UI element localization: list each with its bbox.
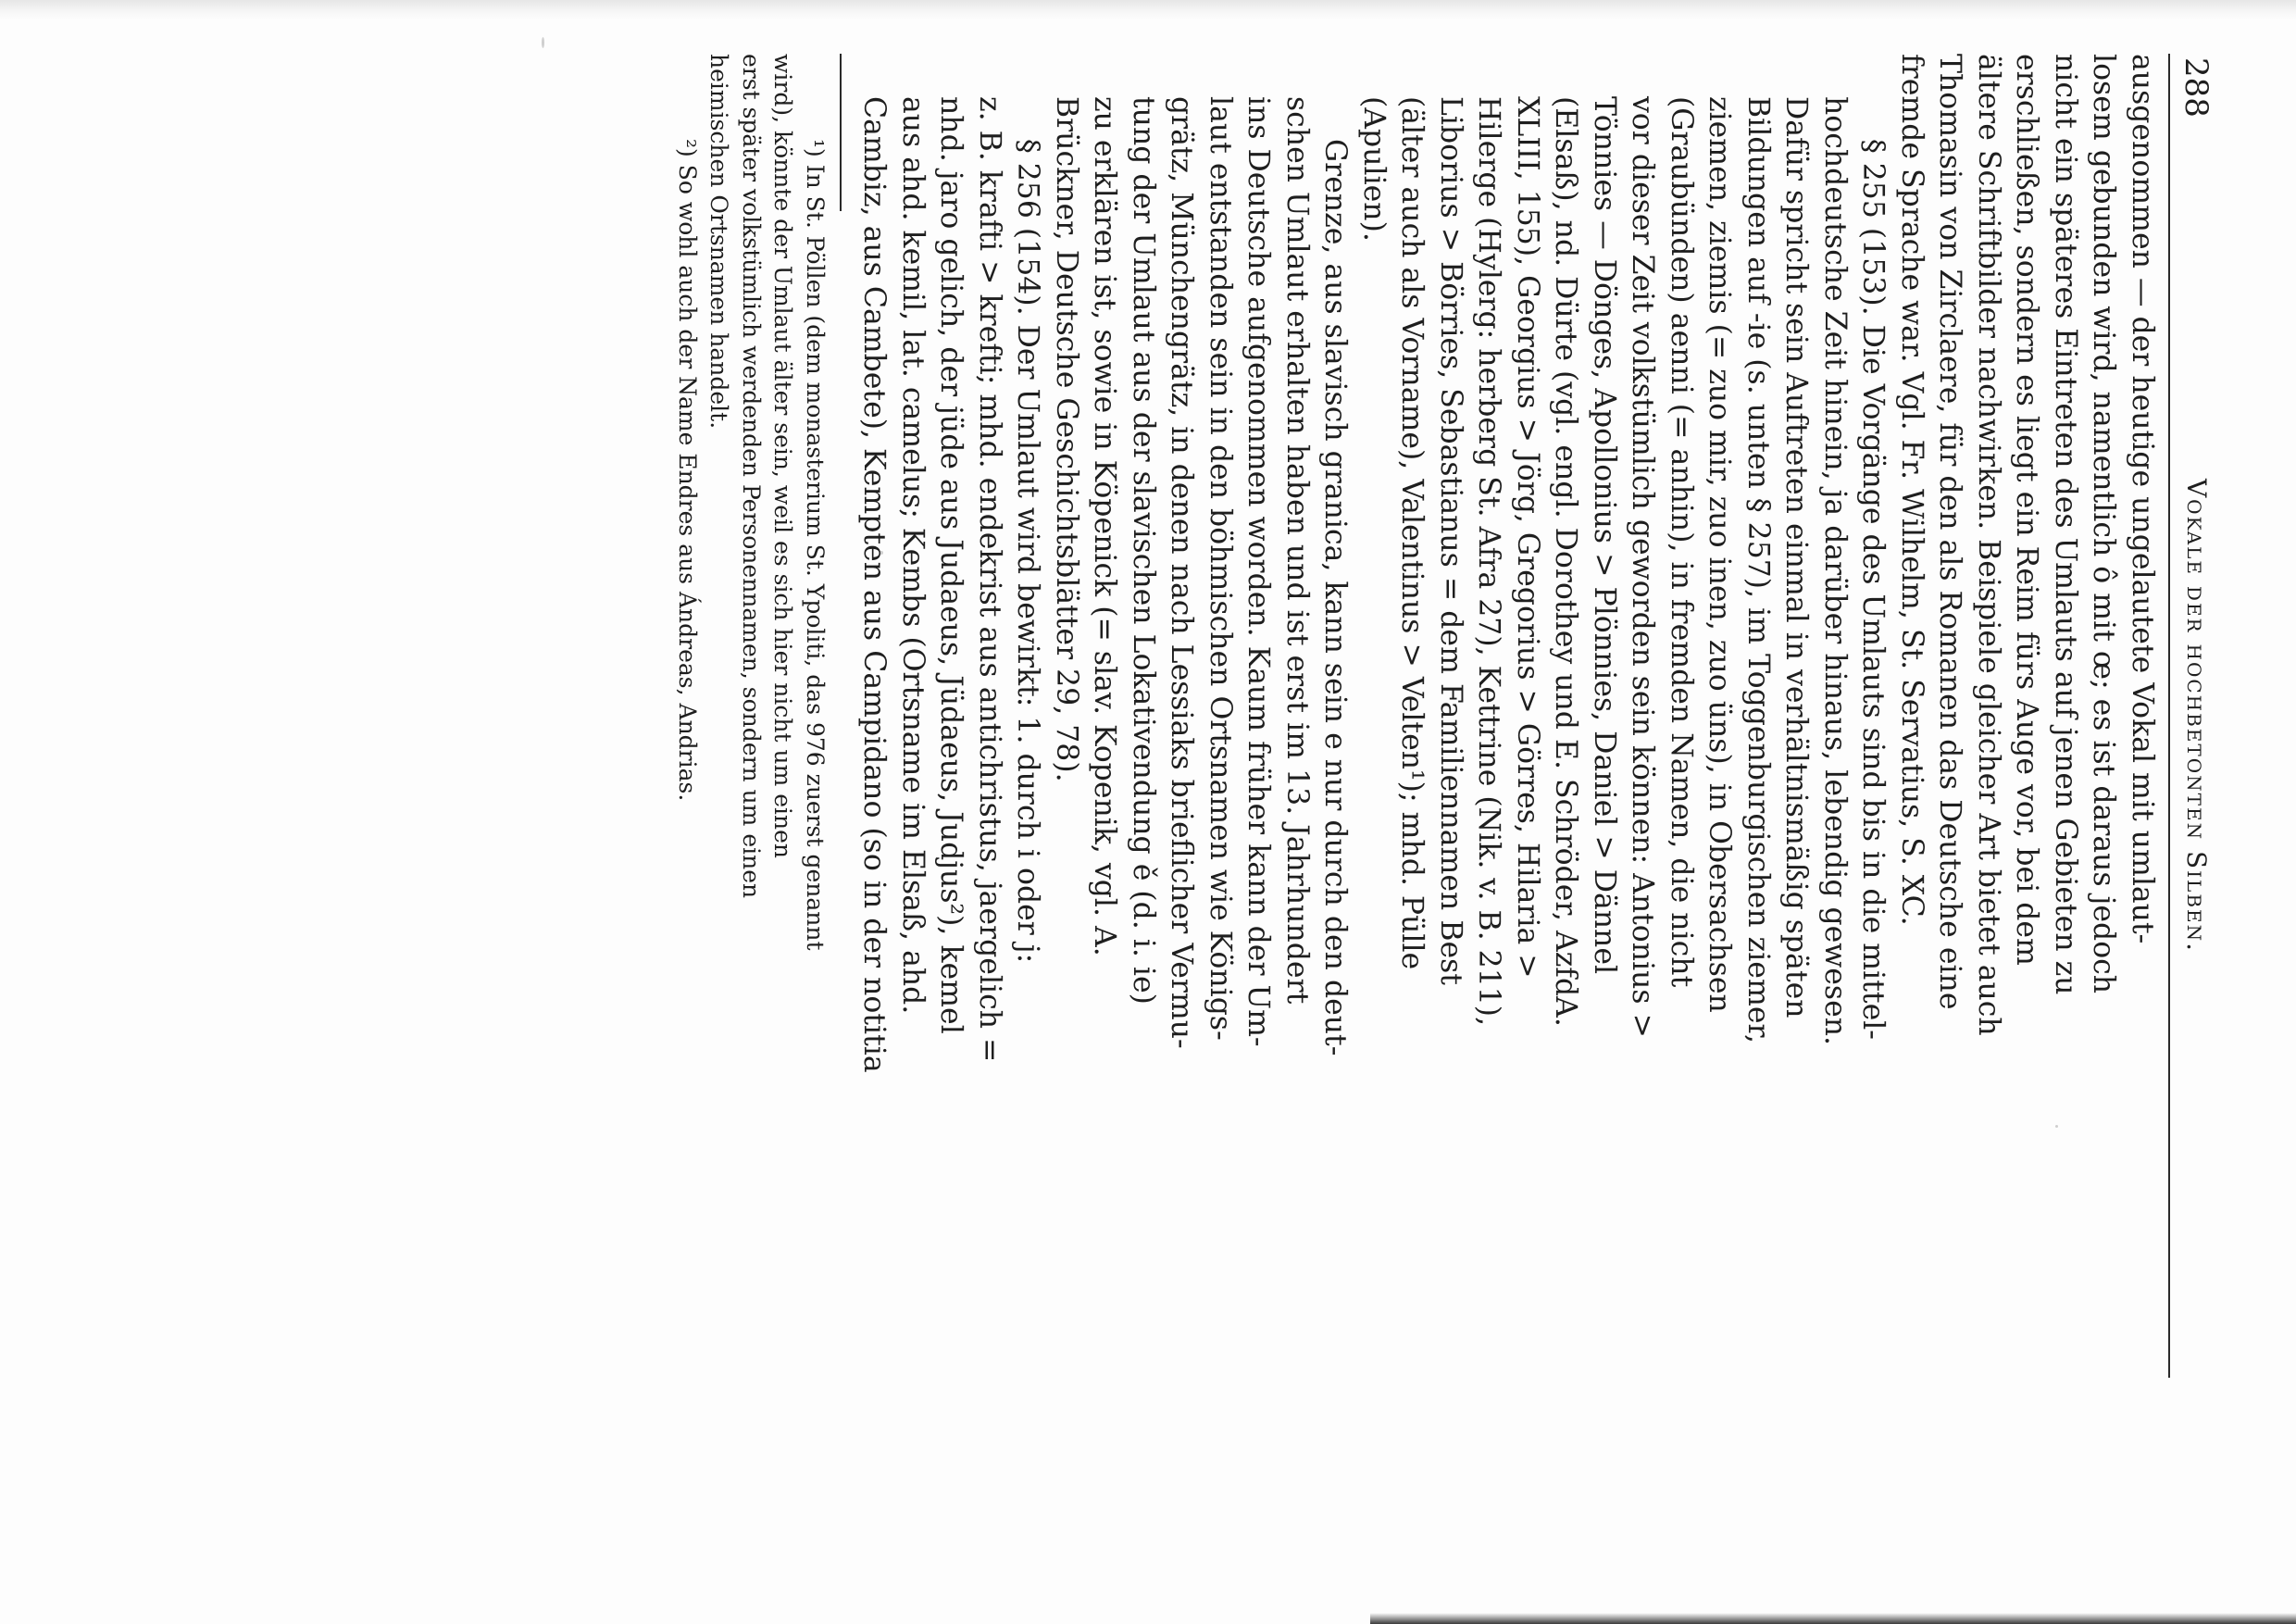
scan-bottom-edge — [1370, 1613, 2296, 1624]
text-line: § 256 (154). Der Umlaut wird bewirkt: 1. durch i oder j: — [1011, 139, 1045, 964]
text-line: Bildungen auf -ie (s. unten § 257), im Toggenburgischen ziemer, — [1741, 96, 1775, 1044]
text-line: nhd. jaro gelich, der jüde aus Judaeus, Jüdaeus, Judjus²), kemel — [934, 96, 968, 1034]
text-line: Tönnies — Dönges, Apollonius > Plönnies, Daniel > Dännel — [1588, 96, 1621, 975]
text-line: XLIII, 155), Georgius > Jörg, Gregorius > Görres, Hilaria > — [1511, 96, 1544, 979]
text-line: (Elsaß), nd. Dürte (vgl. engl. Dorothey und E. Schröder, AzfdA. — [1549, 96, 1583, 1027]
paragraph-section-256 — [855, 54, 1047, 1378]
text-line: tung der Umlaut aus der slavischen Lokativendung ě (d. i. ie) — [1127, 96, 1160, 1005]
scan-speck — [542, 37, 544, 48]
text-line: Liborius > Börries, Sebastianus = dem Familiennamen Best — [1434, 96, 1467, 985]
text-line: laut entstanden sein in den böhmischen Ortsnamen wie Königs- — [1204, 96, 1237, 1041]
footnote-line: ²) So wohl auch der Name Endres aus Ándreas, Andrias. — [674, 139, 701, 802]
footnote-line: wird), könnte der Umlaut älter sein, weil es sich hier nicht um einen — [769, 54, 797, 859]
text-line: Hilerge (Hylerg: herberg St. Afra 27), Kettrine (Nik. v. B. 211), — [1472, 96, 1506, 1027]
text-line: Dafür spricht sein Auftreten einmal in verhältnismäßig späten — [1779, 96, 1814, 1018]
text-line: (älter auch als Vorname), Valentinus > Velten¹); mhd. Püllе — [1395, 96, 1429, 970]
page-number: 288 — [2177, 57, 2215, 118]
text-line: z. B. krafti > krefti; mhd. endekrist aus antichristus, jaergelich = — [973, 96, 1006, 1063]
text-line: erschließen, sondern es liegt ein Reim fürs Auge vor, bei dem — [2010, 54, 2044, 966]
paragraph-1 — [1892, 54, 2162, 1378]
text-line: ältere Schriftbilder nachwirken. Beispiele gleicher Art bietet auch — [1972, 54, 2005, 1036]
text-line: nicht ein späteres Eintreten des Umlauts auf jenen Gebieten zu — [2049, 54, 2082, 995]
footnote-rule — [840, 54, 842, 211]
running-head-title: Vokale der hochbetonten Silben. — [2181, 478, 2212, 954]
scan-top-edge — [0, 0, 2296, 20]
paragraph-section-255 — [1354, 54, 1892, 1378]
text-line: fremde Sprache war. Vgl. Fr. Wilhelm, St. Servatius, S. XC. — [1895, 54, 1928, 926]
text-line: ziemen, ziemis (= zuo mir, zuo inen, zuo üns), in Obersachsen — [1703, 96, 1737, 1013]
text-line: ausgenommen — der heutige ungelautete Vokal mit umlaut- — [2126, 54, 2159, 944]
text-line: hochdeutsche Zeit hinein, ja darüber hinaus, lebendig gewesen. — [1818, 96, 1852, 1046]
text-line: Cambiz, aus Cambete), Kempten aus Campidano (so in der notitia — [857, 96, 892, 1073]
book-page — [674, 54, 2222, 1378]
text-line: losem gebunden wird, namentlich ô mit œ; es ist daraus jedoch — [2087, 54, 2121, 994]
text-line: ins Deutsche aufgenommen worden. Kaum früher kann der Um- — [1242, 96, 1276, 1047]
paragraph-grenze — [1047, 54, 1354, 1378]
text-line: Brückner, Deutsche Geschichtsblätter 29, 78). — [1050, 96, 1083, 782]
text-line: schen Umlaut erhalten haben und ist erst im 13. Jahrhundert — [1280, 96, 1314, 1005]
text-line: (Apulien). — [1357, 96, 1391, 242]
footnote-1 — [703, 54, 830, 1378]
text-line: Thomasin von Zirclaere, für den als Romanen das Deutsche eine — [1933, 54, 1967, 1010]
running-head — [2168, 54, 2222, 1378]
text-line: Grenze, aus slavisch granica, kann sein e nur durch den deut- — [1318, 139, 1353, 1056]
footnote-line: ¹) In St. Pöllen (dem monasterium St. Ypoliti, das 976 zuerst genannt — [802, 139, 829, 951]
text-line: grätz, Münchengrätz, in denen nach Lessiaks brieflicher Vermu- — [1165, 96, 1199, 1049]
footnotes — [671, 54, 831, 1378]
text-line: aus ahd. kemil, lat. camelus; Kembs (Ortsname im Elsaß, ahd. — [896, 96, 930, 1015]
footnote-line: erst später volkstümlich werdenden Personennamen, sondern um einen — [738, 54, 765, 899]
footnote-2 — [671, 54, 704, 1378]
text-line: § 255 (153). Die Vorgänge des Umlauts sind bis in die mittel- — [1856, 139, 1890, 1040]
footnote-line: heimischen Ortsnamen handelt. — [705, 54, 733, 430]
body-text — [855, 54, 2168, 1378]
text-line: (Graubünden) aenni (= anhin), in fremden Namen, die nicht — [1665, 96, 1698, 988]
text-line: zu erklären ist, sowie in Köpenick (= slav. Kopenik, vgl. A. — [1088, 96, 1122, 956]
text-line: vor dieser Zeit volkstümlich geworden sein können: Antonius > — [1626, 96, 1660, 1038]
